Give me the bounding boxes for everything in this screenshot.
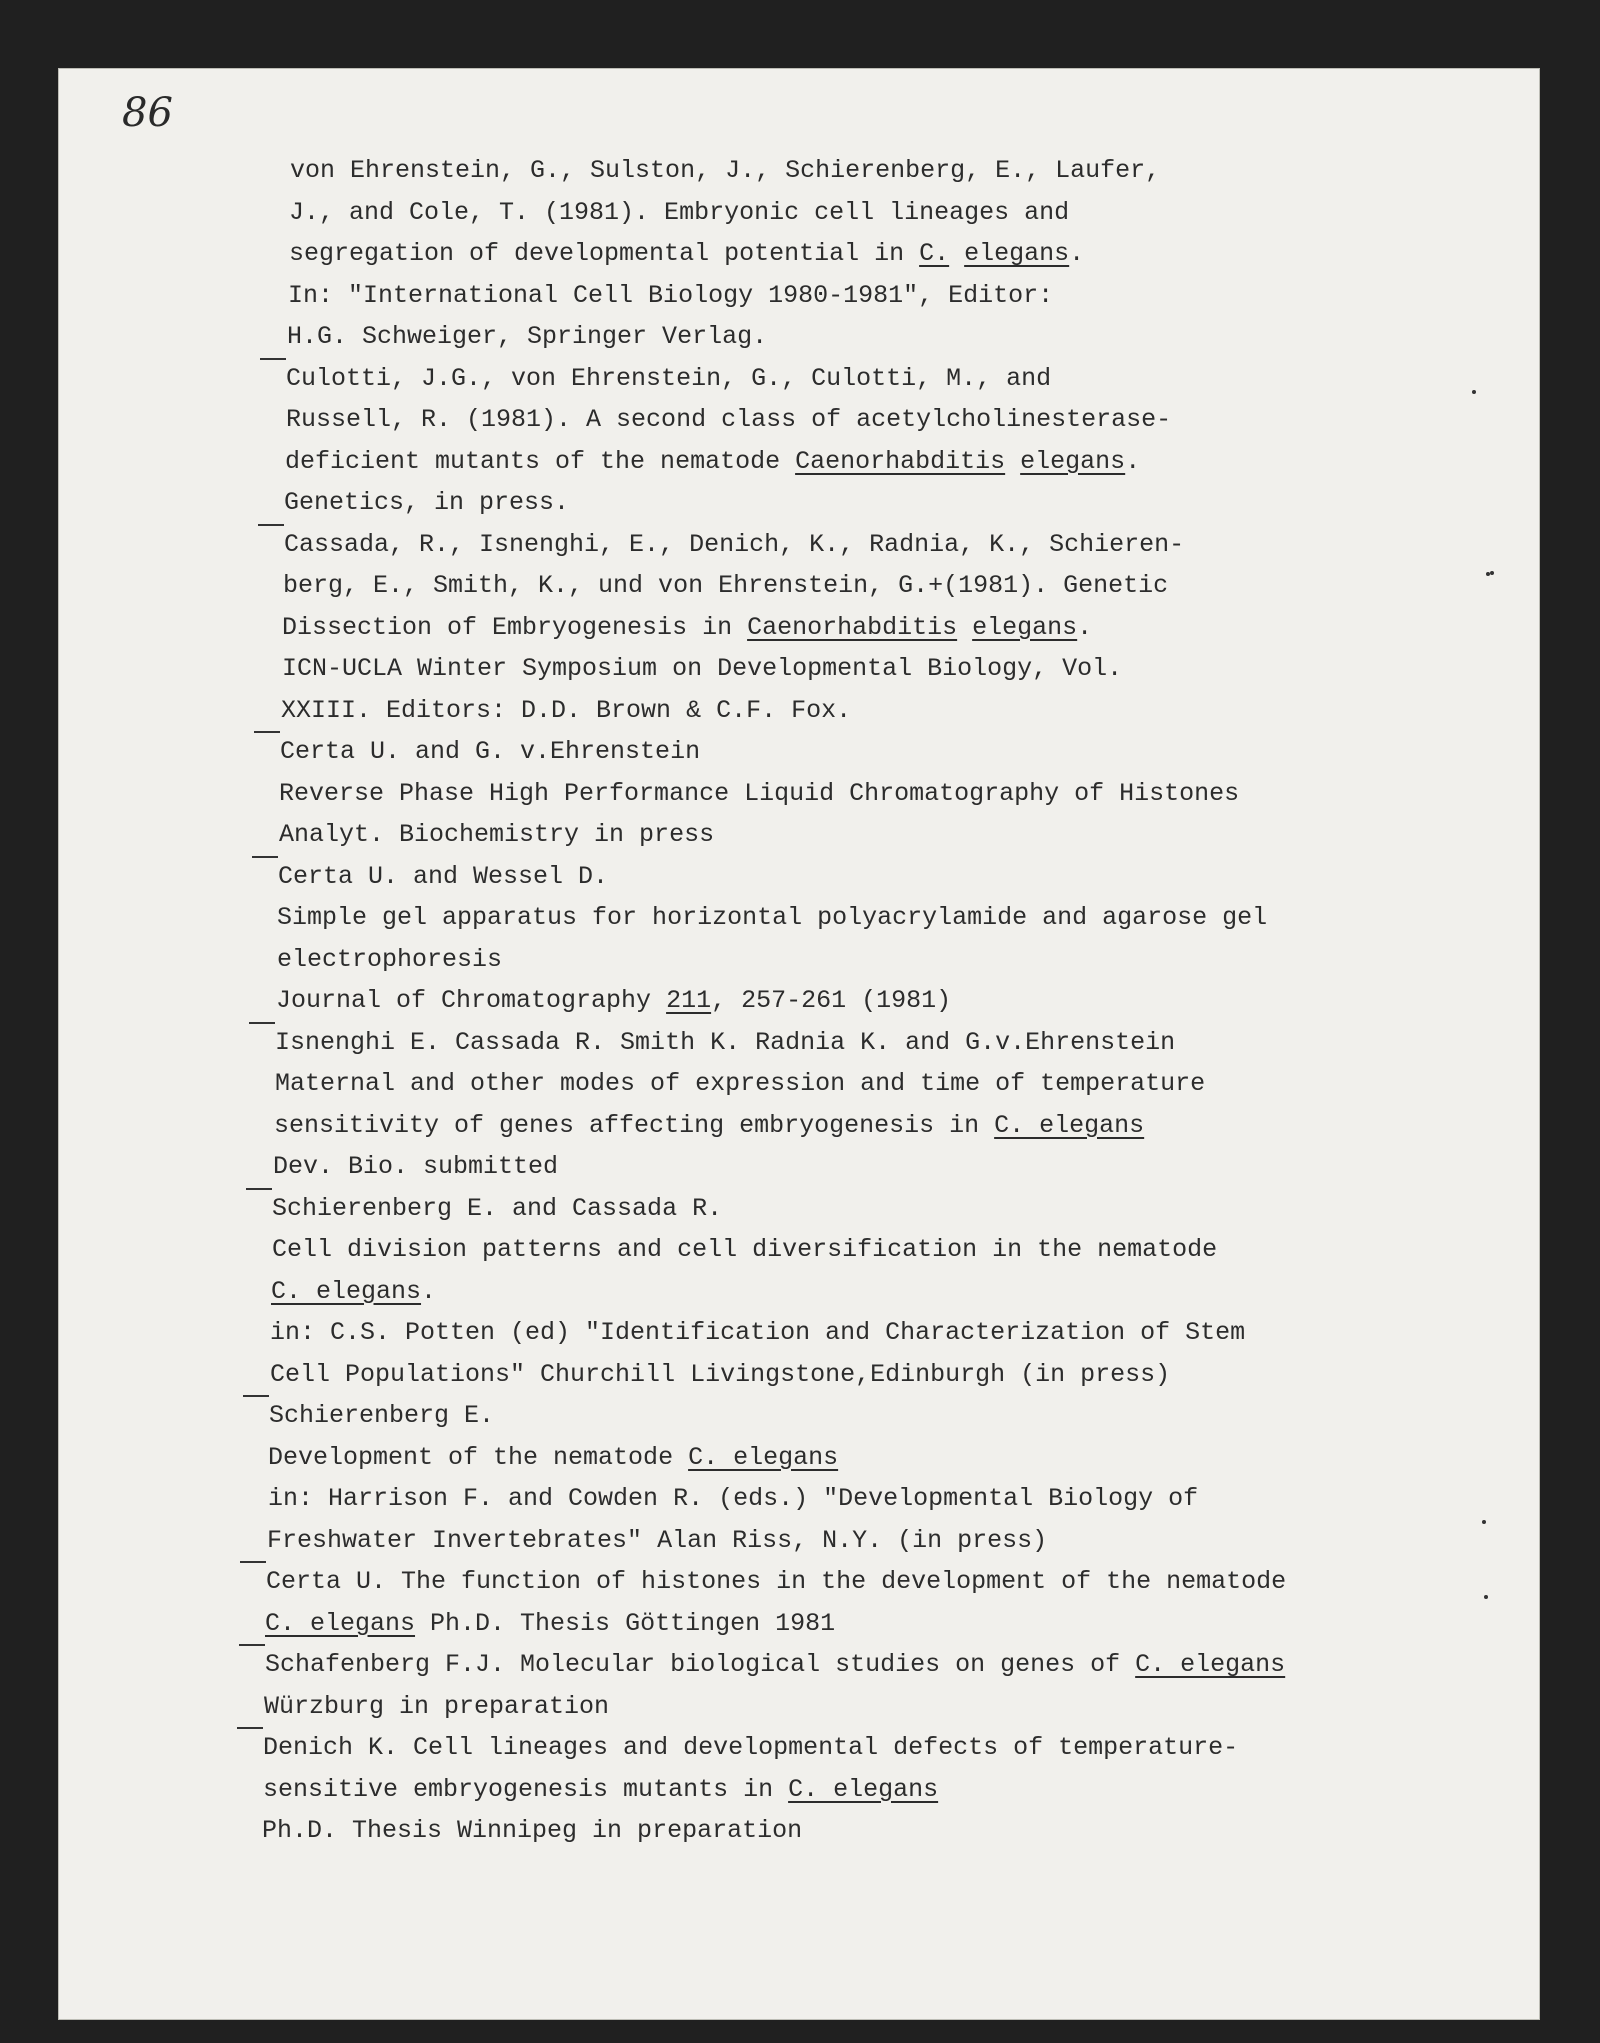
reference-text: Cell Populations" Churchill Livingstone,Edinburgh (in press) xyxy=(270,1359,1171,1389)
reference-text: electrophoresis xyxy=(277,944,503,974)
reference-text: In: "International Cell Biology 1980-1981", Editor: xyxy=(288,280,1054,310)
reference-text xyxy=(949,239,964,268)
reference-line xyxy=(58,1188,1540,1230)
underlined-text: elegans xyxy=(972,612,1078,642)
underlined-text: elegans xyxy=(964,239,1070,268)
reference-text xyxy=(957,613,972,642)
reference-entry xyxy=(58,1727,1540,1852)
underlined-text: C. elegans xyxy=(688,1442,839,1472)
reference-text: ICN-UCLA Winter Symposium on Developmental Biology, Vol. xyxy=(282,654,1123,683)
reference-line xyxy=(58,1437,1540,1479)
margin-mark xyxy=(1486,572,1490,576)
reference-line xyxy=(58,1229,1540,1271)
reference-line xyxy=(58,482,1540,524)
entry-separator-mark xyxy=(246,1188,272,1190)
reference-line xyxy=(58,192,1540,234)
reference-text: Ph.D. Thesis Winnipeg in preparation xyxy=(262,1816,803,1845)
reference-text: Isnenghi E. Cassada R. Smith K. Radnia K. and G.v.Ehrenstein xyxy=(275,1027,1176,1057)
entry-separator-mark xyxy=(254,731,280,733)
reference-line xyxy=(58,358,1540,400)
reference-entry xyxy=(58,731,1540,856)
reference-line xyxy=(58,1561,1540,1603)
reference-text: . xyxy=(1077,612,1093,642)
reference-line xyxy=(58,731,1540,773)
reference-entry xyxy=(58,1644,1540,1727)
reference-entry xyxy=(58,524,1540,732)
reference-text: Journal of Chromatography xyxy=(276,986,667,1015)
entry-separator-mark xyxy=(239,1644,265,1646)
reference-line xyxy=(58,856,1540,898)
reference-text: segregation of developmental potential in xyxy=(289,239,920,268)
reference-entry xyxy=(58,1561,1540,1644)
reference-text: Genetics, in press. xyxy=(284,488,570,517)
reference-text: Russell, R. (1981). A second class of acetylcholinesterase- xyxy=(286,405,1172,434)
entry-separator-mark xyxy=(258,524,284,526)
document-page xyxy=(58,68,1540,2020)
reference-text: Schafenberg F.J. Molecular biological studies on genes of xyxy=(265,1650,1136,1679)
reference-line xyxy=(58,441,1540,483)
reference-entry xyxy=(58,1395,1540,1561)
reference-text: deficient mutants of the nematode xyxy=(285,446,796,476)
reference-line xyxy=(58,648,1540,690)
reference-text: Certa U. and Wessel D. xyxy=(278,861,609,891)
reference-line xyxy=(58,1354,1540,1396)
reference-line xyxy=(58,897,1540,939)
reference-text: Denich K. Cell lineages and developmental defects of temperature- xyxy=(263,1733,1239,1762)
reference-list xyxy=(58,150,1540,1852)
reference-line xyxy=(58,1603,1540,1645)
reference-text: Development of the nematode xyxy=(268,1442,689,1472)
reference-text: Maternal and other modes of expression and time of temperature xyxy=(275,1069,1206,1098)
entry-separator-mark xyxy=(252,856,278,858)
reference-line xyxy=(58,1520,1540,1562)
reference-text: von Ehrenstein, G., Sulston, J., Schierenberg, E., Laufer, xyxy=(290,156,1161,185)
reference-line xyxy=(58,1810,1540,1852)
reference-text: Reverse Phase High Performance Liquid Chromatography of Histones xyxy=(279,778,1240,808)
reference-text: Dev. Bio. submitted xyxy=(273,1152,559,1181)
reference-line xyxy=(58,565,1540,607)
margin-mark xyxy=(1490,571,1494,575)
reference-text: Schierenberg E. xyxy=(269,1401,495,1430)
reference-line xyxy=(58,690,1540,732)
margin-mark xyxy=(1482,1520,1486,1524)
reference-line xyxy=(58,607,1540,649)
underlined-text: Caenorhabditis xyxy=(747,612,958,642)
underlined-text: C. xyxy=(919,239,950,268)
reference-text: Certa U. The function of histones in the development of the nematode xyxy=(266,1567,1287,1596)
entry-separator-mark xyxy=(237,1727,263,1729)
reference-text: H.G. Schweiger, Springer Verlag. xyxy=(287,322,768,351)
reference-entry xyxy=(58,1022,1540,1188)
reference-line xyxy=(58,150,1540,192)
reference-text: Simple gel apparatus for horizontal polyacrylamide and agarose gel xyxy=(277,903,1268,932)
reference-line xyxy=(58,275,1540,317)
reference-text: sensitivity of genes affecting embryogenesis in xyxy=(274,1110,995,1140)
reference-text: Ph.D. Thesis Göttingen 1981 xyxy=(415,1608,836,1638)
reference-entry xyxy=(58,856,1540,1022)
underlined-text: 211 xyxy=(666,986,712,1015)
reference-line xyxy=(58,1727,1540,1769)
reference-line xyxy=(58,1105,1540,1147)
underlined-text: C. elegans xyxy=(788,1774,939,1804)
reference-line xyxy=(58,1395,1540,1437)
reference-text: . xyxy=(1069,239,1085,268)
reference-line xyxy=(58,233,1540,275)
reference-line xyxy=(58,524,1540,566)
margin-mark xyxy=(1484,1595,1488,1599)
reference-line xyxy=(58,399,1540,441)
reference-text: in: Harrison F. and Cowden R. (eds.) "Developmental Biology of xyxy=(268,1484,1199,1513)
page-number: 86 xyxy=(122,90,173,136)
reference-text: Culotti, J.G., von Ehrenstein, G., Culotti, M., and xyxy=(286,363,1052,393)
reference-text: . xyxy=(421,1276,437,1306)
reference-text: Würzburg in preparation xyxy=(264,1691,610,1721)
reference-text: Analyt. Biochemistry in press xyxy=(279,820,715,849)
reference-line xyxy=(58,1769,1540,1811)
entry-separator-mark xyxy=(243,1395,269,1397)
reference-line xyxy=(58,980,1540,1022)
reference-text: sensitive embryogenesis mutants in xyxy=(263,1774,789,1804)
reference-text: Dissection of Embryogenesis in xyxy=(282,612,748,642)
reference-line xyxy=(58,1271,1540,1313)
reference-text: Schierenberg E. and Cassada R. xyxy=(272,1193,723,1223)
reference-line xyxy=(58,316,1540,358)
reference-text: , 257-261 (1981) xyxy=(711,986,952,1015)
entry-separator-mark xyxy=(240,1561,266,1563)
margin-mark xyxy=(1472,390,1476,394)
underlined-text: C. elegans xyxy=(271,1276,422,1306)
reference-text xyxy=(1005,447,1020,476)
reference-line xyxy=(58,1478,1540,1520)
entry-separator-mark xyxy=(249,1022,275,1024)
reference-text: Cell division patterns and cell diversification in the nematode xyxy=(272,1235,1218,1264)
reference-line xyxy=(58,939,1540,981)
underlined-text: elegans xyxy=(1020,446,1126,476)
underlined-text: C. elegans xyxy=(265,1608,416,1638)
reference-text: J., and Cole, T. (1981). Embryonic cell lineages and xyxy=(289,197,1070,227)
reference-text: Certa U. and G. v.Ehrenstein xyxy=(280,737,701,766)
reference-entry xyxy=(58,150,1540,358)
reference-line xyxy=(58,1063,1540,1105)
reference-text: Freshwater Invertebrates" Alan Riss, N.Y. (in press) xyxy=(267,1525,1048,1555)
reference-line xyxy=(58,773,1540,815)
reference-text: Cassada, R., Isnenghi, E., Denich, K., Radnia, K., Schieren- xyxy=(284,529,1185,559)
underlined-text: C. elegans xyxy=(1135,1650,1286,1679)
underlined-text: Caenorhabditis xyxy=(795,446,1006,476)
reference-line xyxy=(58,1146,1540,1188)
reference-entry xyxy=(58,1188,1540,1396)
reference-line xyxy=(58,1686,1540,1728)
reference-text: XXIII. Editors: D.D. Brown & C.F. Fox. xyxy=(281,695,852,725)
reference-line xyxy=(58,1022,1540,1064)
reference-text: . xyxy=(1125,446,1141,476)
reference-line xyxy=(58,814,1540,856)
reference-line xyxy=(58,1312,1540,1354)
reference-line xyxy=(58,1644,1540,1686)
reference-entry xyxy=(58,358,1540,524)
entry-separator-mark xyxy=(260,358,286,360)
underlined-text: C. elegans xyxy=(994,1110,1145,1140)
reference-text: in: C.S. Potten (ed) "Identification and Characterization of Stem xyxy=(270,1318,1246,1347)
reference-text: berg, E., Smith, K., und von Ehrenstein, G.+(1981). Genetic xyxy=(283,571,1169,600)
